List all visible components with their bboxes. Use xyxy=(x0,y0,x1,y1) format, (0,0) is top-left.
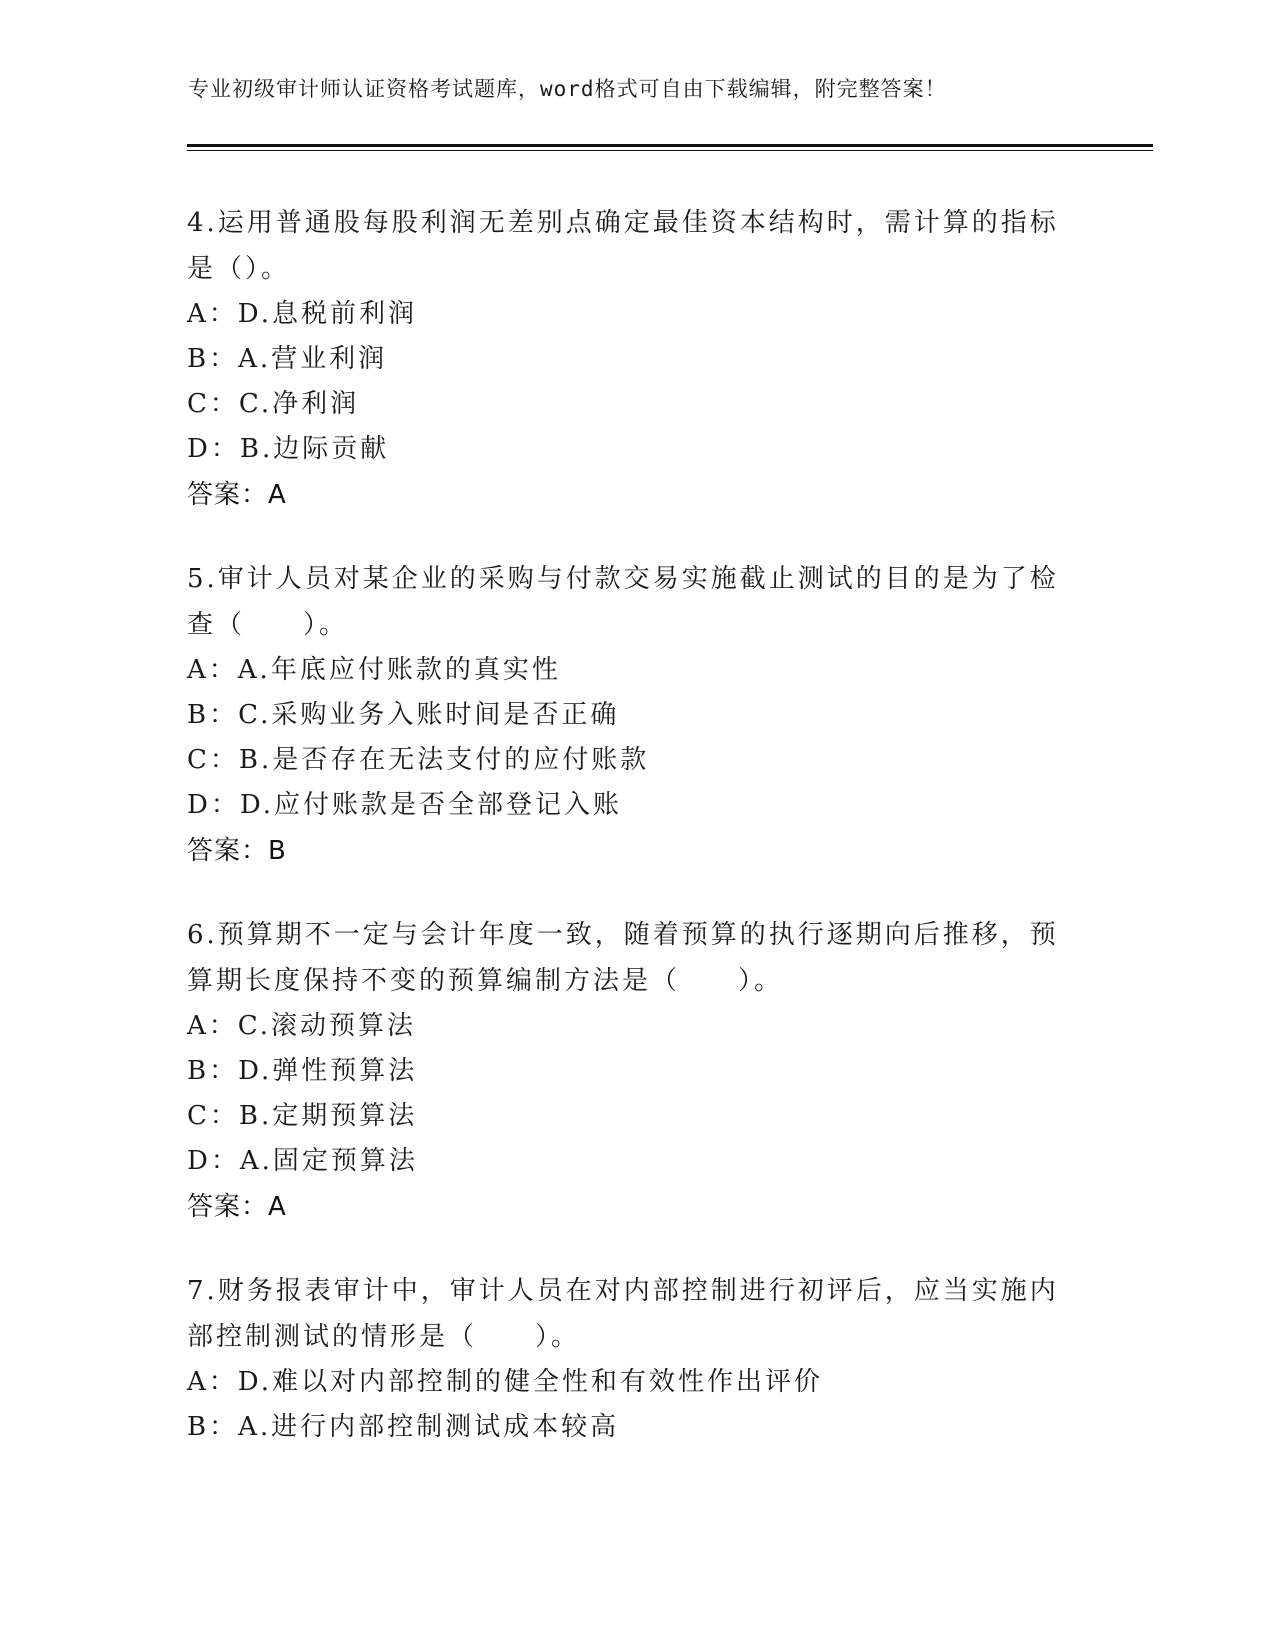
option-d: D：B.边际贡献 xyxy=(187,434,390,464)
option-b: B：C.采购业务入账时间是否正确 xyxy=(187,700,620,730)
header-divider xyxy=(187,144,1153,147)
option-c: C：C.净利润 xyxy=(187,389,360,419)
option-b: B：A.营业利润 xyxy=(187,344,388,374)
question-item xyxy=(187,1268,1087,1450)
option-b: B：D.弹性预算法 xyxy=(187,1056,418,1086)
question-list xyxy=(187,200,1087,1488)
page-header: 专业初级审计师认证资格考试题库，word格式可自由下载编辑，附完整答案！ xyxy=(188,77,947,101)
question-stem: 5.审计人员对某企业的采购与付款交易实施截止测试的目的是为了检查（ ）。 xyxy=(187,564,1059,640)
header-divider-thin xyxy=(187,150,1153,151)
question-item xyxy=(187,912,1087,1230)
option-a: A：A.年底应付账款的真实性 xyxy=(187,655,561,685)
question-item xyxy=(187,200,1087,518)
option-b: B：A.进行内部控制测试成本较高 xyxy=(187,1412,620,1442)
option-d: D：A.固定预算法 xyxy=(187,1146,418,1176)
question-item xyxy=(187,556,1087,874)
question-stem: 6.预算期不一定与会计年度一致，随着预算的执行逐期向后推移，预算期长度保持不变的预算编制方法是（ ）。 xyxy=(187,920,1059,996)
option-c: C：B.是否存在无法支付的应付账款 xyxy=(187,745,650,775)
answer-line: 答案：B xyxy=(187,836,287,866)
question-stem: 7.财务报表审计中，审计人员在对内部控制进行初评后，应当实施内部控制测试的情形是（ ）。 xyxy=(187,1276,1059,1352)
question-stem: 4.运用普通股每股利润无差别点确定最佳资本结构时，需计算的指标是（）。 xyxy=(187,208,1059,284)
answer-line: 答案：A xyxy=(187,1192,287,1222)
answer-line: 答案：A xyxy=(187,480,287,510)
option-d: D：D.应付账款是否全部登记入账 xyxy=(187,790,623,820)
option-a: A：C.滚动预算法 xyxy=(187,1011,417,1041)
option-a: A：D.难以对内部控制的健全性和有效性作出评价 xyxy=(187,1367,823,1397)
option-c: C：B.定期预算法 xyxy=(187,1101,418,1131)
option-a: A：D.息税前利润 xyxy=(187,299,417,329)
